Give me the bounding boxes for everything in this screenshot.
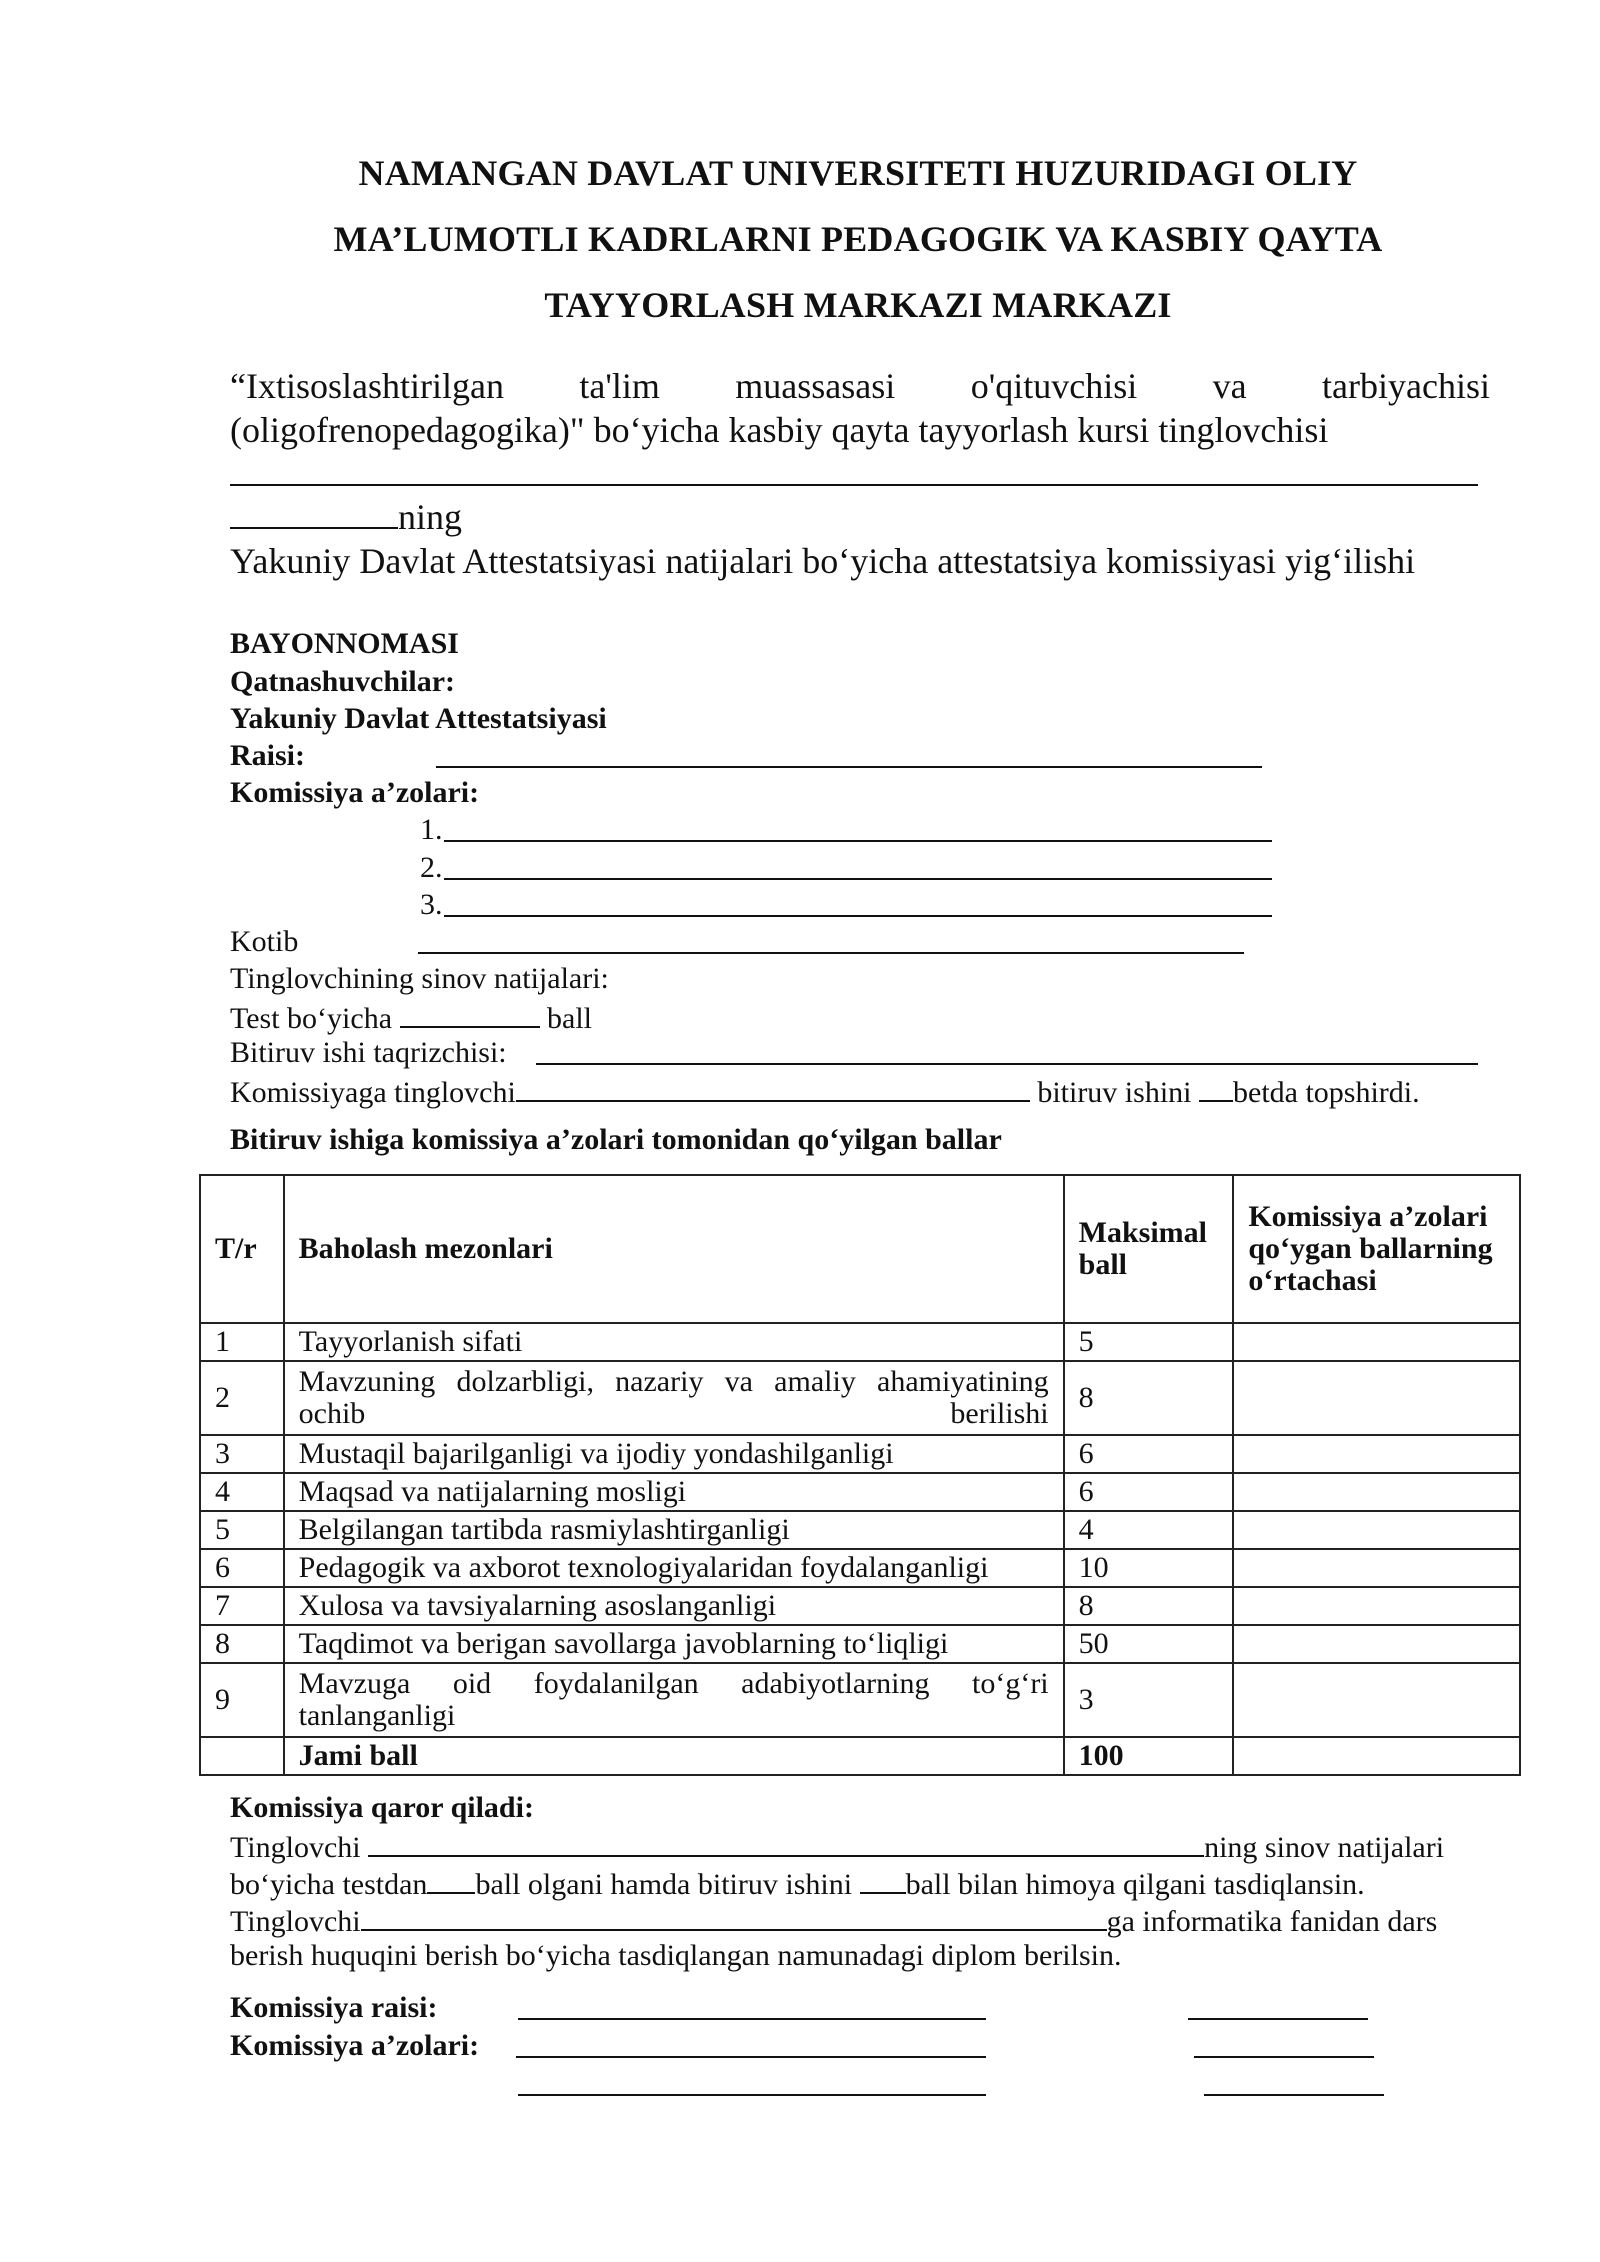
row-number: 2 (200, 1361, 284, 1435)
table-row (200, 1361, 1520, 1435)
row-average-cell[interactable] (1233, 1361, 1520, 1435)
row-criterion: Mavzuning dolzarbligi, nazariy va amaliy ahamiyatining ochib berilishi (284, 1361, 1064, 1435)
protocol-title: BAYONNOMASI (230, 627, 459, 660)
participants-label: Qatnashuvchilar: (230, 665, 456, 698)
sig-chair-label: Komissiya raisi: (230, 1991, 438, 2024)
student-name-blank[interactable] (230, 484, 1478, 486)
row-average-cell[interactable] (1233, 1625, 1520, 1663)
table-row (200, 1625, 1520, 1663)
row-number: 9 (200, 1663, 284, 1737)
chair-blank[interactable] (436, 766, 1262, 768)
row-max-ball: 8 (1064, 1361, 1234, 1435)
decision-l2-a: bo‘yicha testdan (230, 1868, 428, 1901)
decision-name-blank-2[interactable] (361, 1901, 1107, 1931)
total-value: 100 (1064, 1737, 1234, 1775)
table-row (200, 1323, 1520, 1361)
decision-l3-prefix: Tinglovchi (230, 1905, 361, 1938)
chair-label: Raisi: (230, 739, 305, 772)
row-criterion: Tayyorlanish sifati (284, 1323, 1064, 1361)
decision-title: Komissiya qaror qiladi: (230, 1791, 534, 1824)
header-max: Maksimal ball (1064, 1175, 1234, 1323)
header-average: Komissiya a’zolari qo‘ygan ballarning o‘rtachasi (1233, 1175, 1520, 1323)
member-2-label: 2. (420, 851, 443, 884)
row-average-cell[interactable] (1233, 1587, 1520, 1625)
submitted-line (230, 1072, 1420, 1111)
ning-label: ning (398, 497, 463, 537)
results-label: Tinglovchining sinov natijalari: (230, 962, 609, 995)
header-line-3: TAYYORLASH MARKAZI MARKAZI (544, 285, 1172, 325)
table-header-row (200, 1175, 1520, 1323)
sig-chair-name-blank[interactable] (518, 2018, 986, 2020)
intro-line-4: Yakuniy Davlat Attestatsiyasi natijalari bo‘yicha attestatsiya komissiyasi yig‘ilishi (230, 541, 1416, 581)
submitted-mid: bitiruv ishini (1037, 1076, 1192, 1109)
row-criterion: Belgilangan tartibda rasmiylashtirganligi (284, 1511, 1064, 1549)
decision-line-2 (230, 1864, 1365, 1903)
secretary-blank[interactable] (418, 952, 1244, 954)
row-number: 6 (200, 1549, 284, 1587)
sig-member-2-name-blank[interactable] (518, 2094, 986, 2096)
sig-chair-sign-blank[interactable] (1188, 2018, 1368, 2020)
submitted-prefix: Komissiyaga tinglovchi (230, 1076, 516, 1109)
table-row (200, 1587, 1520, 1625)
member-1-label: 1. (420, 813, 443, 846)
table-caption: Bitiruv ishiga komissiya a’zolari tomonidan qo‘yilgan ballar (230, 1123, 1002, 1156)
table-row (200, 1511, 1520, 1549)
decision-l3-suffix: ga informatika fanidan dars (1106, 1905, 1438, 1938)
sig-members-label: Komissiya a’zolari: (230, 2029, 480, 2062)
row-max-ball: 10 (1064, 1549, 1234, 1587)
decision-l1-prefix: Tinglovchi (230, 1831, 361, 1864)
row-number: 3 (200, 1435, 284, 1473)
decision-l2-c: ball bilan himoya qilgani tasdiqlansin. (905, 1868, 1365, 1901)
table-row (200, 1549, 1520, 1587)
test-suffix: ball (547, 1002, 593, 1035)
decision-line-1 (230, 1827, 1444, 1866)
test-score-blank[interactable] (400, 998, 540, 1028)
pages-blank[interactable] (1199, 1072, 1233, 1102)
test-score-line (230, 998, 592, 1037)
decision-line-3 (230, 1901, 1437, 1940)
row-number: 1 (200, 1323, 284, 1361)
sig-member-1-name-blank[interactable] (516, 2056, 986, 2058)
row-max-ball: 8 (1064, 1587, 1234, 1625)
row-number: 4 (200, 1473, 284, 1511)
members-label: Komissiya a’zolari: (230, 776, 480, 809)
table-row (200, 1435, 1520, 1473)
row-max-ball: 5 (1064, 1323, 1234, 1361)
member-3-blank[interactable] (444, 915, 1272, 917)
row-criterion: Xulosa va tavsiyalarning asoslanganligi (284, 1587, 1064, 1625)
table-row (200, 1473, 1520, 1511)
row-criterion: Mustaqil bajarilganligi va ijodiy yondashilganligi (284, 1435, 1064, 1473)
submitted-name-blank[interactable] (516, 1072, 1030, 1102)
test-prefix: Test bo‘yicha (230, 1002, 393, 1035)
sig-member-2-sign-blank[interactable] (1204, 2094, 1384, 2096)
yda-label: Yakuniy Davlat Attestatsiyasi (230, 702, 607, 735)
decision-l2-b: ball olgani hamda bitiruv ishini (475, 1868, 853, 1901)
row-average-cell[interactable] (1233, 1473, 1520, 1511)
row-max-ball: 6 (1064, 1473, 1234, 1511)
row-average-cell[interactable] (1233, 1511, 1520, 1549)
reviewer-blank[interactable] (536, 1063, 1478, 1065)
decision-line-4: berish huquqini berish bo‘yicha tasdiqlangan namunadagi diplom berilsin. (230, 1939, 1122, 1972)
sig-member-1-sign-blank[interactable] (1194, 2056, 1374, 2058)
row-average-cell[interactable] (1233, 1663, 1520, 1737)
row-number: 7 (200, 1587, 284, 1625)
total-empty-cell (200, 1737, 284, 1775)
test-ball-blank[interactable] (427, 1864, 475, 1894)
member-1-blank[interactable] (444, 840, 1272, 842)
row-criterion: Pedagogik va axborot texnologiyalaridan foydalanganligi (284, 1549, 1064, 1587)
decision-name-blank-1[interactable] (368, 1827, 1204, 1857)
grades-table (199, 1174, 1521, 1776)
header-line-1: NAMANGAN DAVLAT UNIVERSITETI HUZURIDAGI OLIY (358, 153, 1358, 193)
reviewer-label: Bitiruv ishi taqrizchisi: (230, 1036, 507, 1069)
intro-line-1: “Ixtisoslashtirilgan ta'lim muassasasi o'qituvchisi va tarbiyachisi (230, 366, 1490, 406)
table-total-row (200, 1737, 1520, 1775)
student-name-suffix (230, 496, 462, 538)
header-criteria: Baholash mezonlari (284, 1175, 1064, 1323)
decision-l1-suffix: ning sinov natijalari (1204, 1831, 1445, 1864)
total-label: Jami ball (284, 1737, 1064, 1775)
row-average-cell[interactable] (1233, 1435, 1520, 1473)
row-max-ball: 50 (1064, 1625, 1234, 1663)
row-max-ball: 4 (1064, 1511, 1234, 1549)
header-number: T/r (200, 1175, 284, 1323)
member-3-label: 3. (420, 888, 443, 921)
row-number: 8 (200, 1625, 284, 1663)
row-criterion: Mavzuga oid foydalanilgan adabiyotlarning to‘g‘ri tanlanganligi (284, 1663, 1064, 1737)
member-2-blank[interactable] (444, 878, 1272, 880)
row-average-cell[interactable] (1233, 1323, 1520, 1361)
header-line-2: MA’LUMOTLI KADRLARNI PEDAGOGIK VA KASBIY QAYTA (333, 219, 1383, 259)
submitted-suffix: betda topshirdi. (1233, 1076, 1420, 1109)
total-average-cell[interactable] (1233, 1737, 1520, 1775)
row-criterion: Taqdimot va berigan savollarga javoblarning to‘liqligi (284, 1625, 1064, 1663)
row-number: 5 (200, 1511, 284, 1549)
defense-ball-blank[interactable] (860, 1864, 906, 1894)
secretary-label: Kotib (230, 925, 299, 958)
table-row (200, 1663, 1520, 1737)
row-average-cell[interactable] (1233, 1549, 1520, 1587)
intro-line-2: (oligofrenopedagogika)" bo‘yicha kasbiy qayta tayyorlash kursi tinglovchisi (230, 410, 1329, 450)
student-name-blank-2[interactable] (230, 497, 398, 529)
row-max-ball: 6 (1064, 1435, 1234, 1473)
row-max-ball: 3 (1064, 1663, 1234, 1737)
row-criterion: Maqsad va natijalarning mosligi (284, 1473, 1064, 1511)
